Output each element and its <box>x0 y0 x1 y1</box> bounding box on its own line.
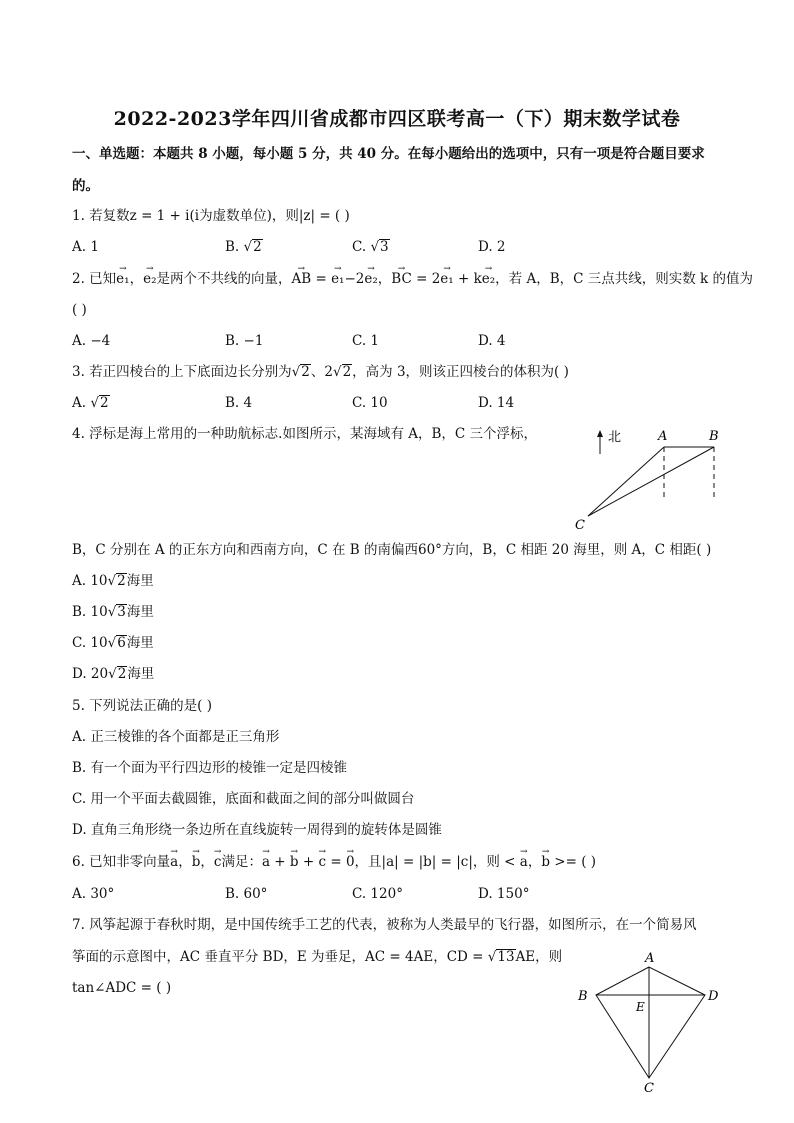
question-7-stem-cont2: tan∠ADC = ( ) <box>72 980 172 996</box>
kite-point-d-label: D <box>708 989 719 1004</box>
kite-point-e-label: E <box>636 1000 645 1014</box>
question-7-stem: 7. 风筝起源于春秋时期，是中国传统手工艺的代表，被称为人类最早的飞行器，如图所示，在一个简易风 <box>72 917 697 933</box>
q6-option-d: D. 150° <box>478 886 530 902</box>
north-arrow-icon <box>597 430 603 437</box>
q2-option-a: A. −4 <box>72 333 111 349</box>
q6-option-a: A. 30° <box>72 886 115 902</box>
question-6-stem: 6. 已知非零向量→ a，→ b，→ c满足：→ a + → b + → c = → 0，且|a| = |b| = |c|，则 < → a，→ b >= ( ) <box>72 853 596 871</box>
q1-option-a: A. 1 <box>72 239 99 255</box>
segment-ac <box>588 447 664 516</box>
point-c-label: C <box>575 518 585 533</box>
question-5-stem: 5. 下列说法正确的是( ) <box>72 698 212 714</box>
point-a-label: A <box>658 429 668 444</box>
q3-option-a: A. √2 <box>72 395 109 411</box>
q4-option-b: B. 10√3海里 <box>72 604 154 620</box>
question-2-stem: 2. 已知→ e₁，→ e₂是两个不共线的向量，→ AB = → e₁−2→ e₂，→ BC = 2→ e₁ + k→ e₂，若 A，B，C 三点共线，则实数 k 的值为 <box>72 270 753 288</box>
kite-point-b-label: B <box>578 989 588 1004</box>
page-title: 2022-2023学年四川省成都市四区联考高一（下）期末数学试卷 <box>113 108 681 130</box>
kite-outline <box>596 967 705 1078</box>
q2-option-b: B. −1 <box>225 333 264 349</box>
question-4-stem: 4. 浮标是海上常用的一种助航标志.如图所示，某海域有 A，B，C 三个浮标， <box>72 426 538 442</box>
kite-point-c-label: C <box>644 1081 654 1096</box>
kite-figure <box>570 945 730 1100</box>
q3-option-c: C. 10 <box>352 395 388 411</box>
buoy-figure <box>570 422 730 534</box>
point-b-label: B <box>709 429 719 444</box>
q2-option-d: D. 4 <box>478 333 506 349</box>
section-instructions: 一、单选题：本题共 8 小题，每小题 5 分，共 40 分。在每小题给出的选项中，只有一项是符合题目要求 <box>72 146 705 162</box>
section-instructions-cont: 的。 <box>72 178 99 194</box>
q3-option-b: B. 4 <box>225 395 253 411</box>
question-4-stem-cont: B，C 分别在 A 的正东方向和西南方向，C 在 B 的南偏西60°方向，B，C 相距 20 海里，则 A，C 相距( ) <box>72 542 712 558</box>
question-2-stem-cont: ( ) <box>72 302 87 318</box>
q4-option-a: A. 10√2海里 <box>72 573 154 589</box>
kite-point-a-label: A <box>645 951 655 966</box>
question-7-stem-cont: 筝面的示意图中，AC 垂直平分 BD，E 为垂足，AC = 4AE，CD = √13AE，则 <box>72 949 563 965</box>
q5-option-b: B. 有一个面为平行四边形的棱锥一定是四棱锥 <box>72 760 348 776</box>
q2-option-c: C. 1 <box>352 333 380 349</box>
q3-option-d: D. 14 <box>478 395 515 411</box>
q4-option-d: D. 20√2海里 <box>72 666 155 682</box>
q5-option-c: C. 用一个平面去截圆锥，底面和截面之间的部分叫做圆台 <box>72 791 415 807</box>
q1-option-c: C. √3 <box>352 239 389 255</box>
q1-option-d: D. 2 <box>478 239 506 255</box>
q1-option-b: B. √2 <box>225 239 262 255</box>
question-1-stem: 1. 若复数z = 1 + i(i为虚数单位)，则|z| = ( ) <box>72 208 350 224</box>
north-label: 北 <box>608 430 622 445</box>
q5-option-a: A. 正三棱锥的各个面都是正三角形 <box>72 729 280 745</box>
q4-option-c: C. 10√6海里 <box>72 635 154 651</box>
q6-option-c: C. 120° <box>352 886 403 902</box>
segment-bc <box>588 447 714 516</box>
q5-option-d: D. 直角三角形绕一条边所在直线旋转一周得到的旋转体是圆锥 <box>72 822 442 838</box>
q6-option-b: B. 60° <box>225 886 268 902</box>
question-3-stem: 3. 若正四棱台的上下底面边长分别为√2、2√2，高为 3，则该正四棱台的体积为( ) <box>72 364 569 380</box>
